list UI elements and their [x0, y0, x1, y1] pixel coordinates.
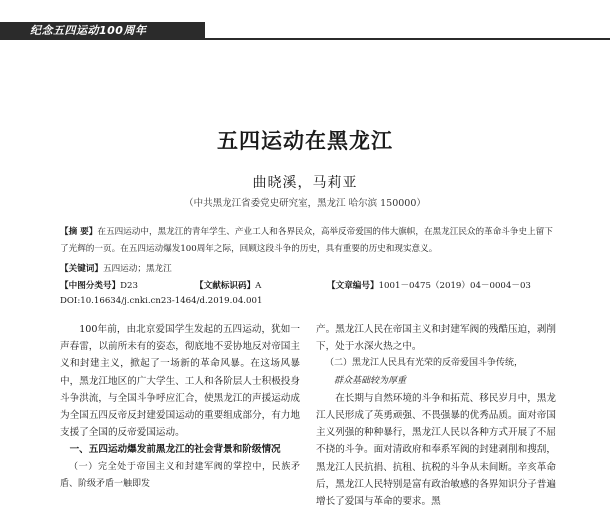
keywords [60, 262, 172, 274]
subsection-heading-2-cont: 群众基础较为厚重 [334, 375, 407, 386]
subsection-heading-1: （一）完全处于帝国主义和封建军阀的掌控中，民族矛盾、阶级矛盾一触即发 [60, 461, 300, 489]
document-code [195, 279, 261, 291]
continued-paragraph: 产。黑龙江人民在帝国主义和封建军阀的残酷压迫，剥削下，处于水深火热之中。 [316, 324, 556, 353]
abstract-text: 在五四运动中，黑龙江的青年学生、产业工人和各界民众，高举反帝爱国的伟大旗帜，在黑龙江民众的革命斗争史上留下了光辉的一页。在五四运动爆发100周年之际，回顾这段斗争的历史，具有重要的历史和现实意义。 [60, 227, 553, 254]
document-code-label: 【文献标识码】 [195, 281, 256, 291]
section-heading-1: 一、五四运动爆发前黑龙江的社会背景和阶级情况 [69, 444, 281, 456]
keywords-label: 【关键词】 [60, 264, 103, 274]
article-authors: 曲晓溪，马莉亚 [252, 175, 358, 191]
article-title: 五四运动在黑龙江 [217, 129, 393, 153]
subsection-heading-2: （二）黑龙江人民具有光荣的反帝爱国斗争传统， [325, 358, 524, 369]
tradition-paragraph: 在长期与自然环境的斗争和拓荒、移民岁月中，黑龙江人民形成了英勇顽强、不畏强暴的优秀品质。面对帝国主义列强的种种暴行，黑龙江人民以各种方式开展了不屈不挠的斗争。面对清政府和奉系军阀的封建剥削和搜刮，黑龙江人民抗捐、抗租、抗税的斗争从未间断。辛亥革命后，黑龙江人民特别是富有政治敏感的各界知识分子普遍增长了爱国与革命的要求。黑 [316, 392, 556, 508]
abstract-label: 【摘 要】 [60, 227, 98, 237]
keywords-text: 五四运动；黑龙江 [102, 264, 172, 274]
right-column [316, 321, 556, 510]
left-column [60, 321, 300, 493]
journal-section-tag: 纪念五四运动100周年 [30, 24, 147, 37]
author-affiliation: （中共黑龙江省委党史研究室，黑龙江 哈尔滨 150000） [184, 198, 426, 209]
article-number [327, 279, 531, 291]
doi: DOI:10.16634/j.cnki.cn23-1464/d.2019.04.001 [60, 296, 263, 306]
article-number-label: 【文章编号】 [327, 281, 379, 291]
clc-value: D23 [120, 281, 138, 291]
intro-paragraph: 100年前，由北京爱国学生发起的五四运动，犹如一声春雷，以前所未有的姿态，彻底地不妥协地反对帝国主义和封建主义，掀起了一场新的革命风暴。在这场风暴中，黑龙江地区的广大学生、工人和各阶层人士积极投身斗争洪流，与全国斗争呼应汇合，使黑龙江的声援运动成为全国五四反帝反封建爱国运动的重要组成部分，有力地支援了全国的反帝爱国运动。 [60, 324, 300, 439]
abstract [60, 224, 560, 258]
clc-label: 【中图分类号】 [60, 281, 121, 291]
article-number-value: 1001－0475（2019）04－0004－03 [378, 281, 531, 291]
clc-number [60, 279, 138, 291]
document-code-value: A [255, 281, 262, 291]
